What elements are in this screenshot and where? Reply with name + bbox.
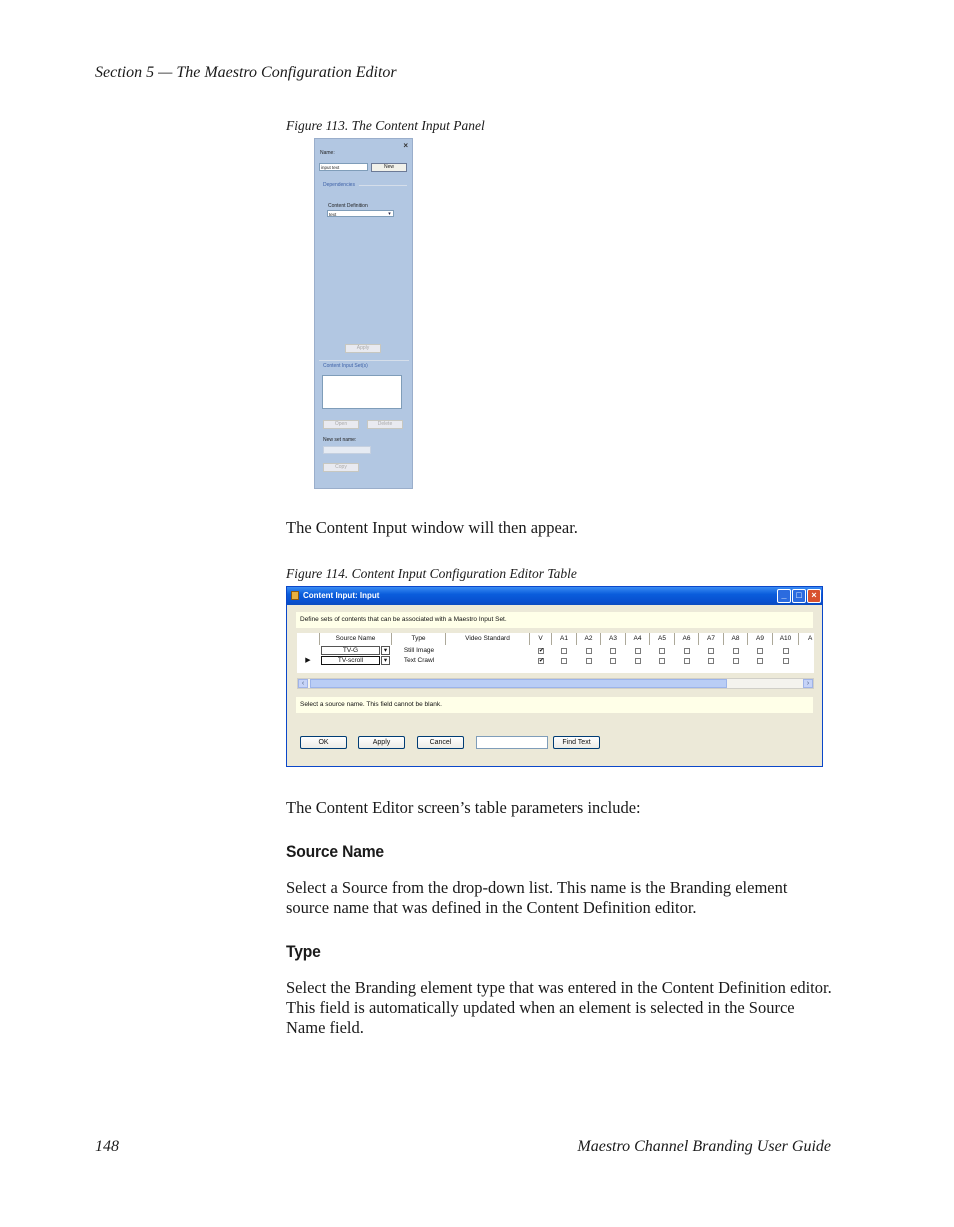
v-checkbox[interactable]: ✔ [539,648,545,654]
content-table [297,633,814,673]
section-heading-source-name: Source Name [286,842,384,861]
content-input-panel [314,138,413,489]
column-header-a5[interactable]: A5 [650,633,675,645]
current-row-arrow-icon: ▶ [305,657,311,664]
source-name-value: TV-G [342,647,359,654]
name-input[interactable]: input text [319,163,368,171]
column-header-a6[interactable]: A6 [675,633,699,645]
column-header-a2[interactable]: A2 [577,633,601,645]
source-name-description: Select a Source from the drop-down list. This name is the Branding element source name that was defined in the Content Definition editor. [286,878,788,917]
a8-checkbox[interactable] [733,658,739,664]
column-header-a1[interactable]: A1 [552,633,577,645]
column-header-a9[interactable]: A9 [748,633,773,645]
content-input-sets-list[interactable] [322,375,402,409]
figure-113-caption: Figure 113. The Content Input Panel [286,118,485,133]
content-definition-dropdown[interactable] [327,210,394,217]
source-name-combo[interactable] [321,646,380,655]
chevron-down-icon[interactable]: ▾ [388,211,391,217]
new-set-name-label: New set name: [323,437,357,443]
status-text: Select a source name. This field cannot be blank. [300,701,442,708]
book-title: Maestro Channel Branding User Guide [577,1138,831,1155]
chevron-down-icon[interactable]: ▾ [381,656,390,665]
a4-checkbox[interactable] [635,648,641,654]
a6-checkbox[interactable] [684,658,690,664]
a9-checkbox[interactable] [757,658,763,664]
apply-button[interactable]: Apply [358,736,405,749]
a2-checkbox[interactable] [586,648,592,654]
app-icon [291,591,299,600]
apply-divider [319,360,409,361]
column-header-video-standard[interactable]: Video Standard [446,633,530,645]
video-standard-cell[interactable] [446,656,530,666]
content-input-sets-label: Content Input Set(s) [323,363,368,369]
a1-checkbox[interactable] [561,658,567,664]
window-title: Content Input: Input [303,591,380,600]
status-bar [296,697,813,713]
page-number: 148 [95,1138,119,1155]
chevron-down-icon[interactable]: ▾ [381,646,390,655]
a3-checkbox[interactable] [610,648,616,654]
dependencies-divider [359,185,407,186]
paragraph: The Content Editor screen’s table parameters include: [286,798,641,817]
column-header-a10[interactable]: A10 [773,633,799,645]
a5-checkbox[interactable] [659,658,665,664]
figure-114-caption: Figure 114. Content Input Configuration Editor Table [286,566,577,581]
row-header-corner [297,633,320,645]
description-text: Define sets of contents that can be associated with a Maestro Input Set. [300,616,507,623]
minimize-icon[interactable]: _ [777,589,791,603]
maximize-icon[interactable]: □ [792,589,806,603]
video-standard-cell[interactable] [446,646,530,656]
cancel-button[interactable]: Cancel [417,736,464,749]
scrollbar-thumb[interactable] [310,679,727,688]
a10-checkbox[interactable] [783,648,789,654]
a3-checkbox[interactable] [610,658,616,664]
horizontal-scrollbar[interactable] [297,678,814,689]
column-header-a3[interactable]: A3 [601,633,626,645]
dependencies-label: Dependencies [323,182,355,188]
source-name-value: TV-scroll [337,657,364,664]
type-description: Select the Branding element type that was entered in the Content Definition editor. This field is automatically updated when an element is selected in the Source Name field. [286,978,832,1037]
column-header-v[interactable]: V [530,633,552,645]
a7-checkbox[interactable] [708,648,714,654]
paragraph: The Content Input window will then appear. [286,518,578,537]
a6-checkbox[interactable] [684,648,690,654]
column-header-a4[interactable]: A4 [626,633,650,645]
type-cell[interactable]: Still Image [403,647,435,654]
a4-checkbox[interactable] [635,658,641,664]
copy-button[interactable]: Copy [323,463,359,472]
ok-button[interactable]: OK [300,736,347,749]
close-icon[interactable]: × [807,589,821,603]
find-text-button[interactable]: Find Text [553,736,600,749]
apply-button[interactable]: Apply [345,344,381,353]
type-cell[interactable]: Text Crawl [403,657,435,664]
new-button[interactable]: New [371,163,407,172]
delete-button[interactable]: Delete [367,420,403,429]
content-definition-label: Content Definition [328,203,368,209]
a10-checkbox[interactable] [783,658,789,664]
a2-checkbox[interactable] [586,658,592,664]
title-bar[interactable] [287,587,822,605]
v-checkbox[interactable]: ✔ [539,658,545,664]
content-input-window [286,586,823,767]
a8-checkbox[interactable] [733,648,739,654]
column-header-source-name[interactable]: Source Name [320,633,392,645]
column-header-a8[interactable]: A8 [724,633,748,645]
column-header-a7[interactable]: A7 [699,633,724,645]
source-name-combo[interactable] [321,656,380,665]
scroll-left-icon[interactable]: ‹ [298,679,308,688]
scroll-right-icon[interactable]: › [803,679,813,688]
running-head: Section 5 — The Maestro Configuration Editor [95,64,397,81]
description-bar [296,612,813,628]
column-header-a-truncated[interactable]: A [799,633,814,645]
name-label: Name: [320,150,335,156]
section-heading-type: Type [286,942,321,961]
a9-checkbox[interactable] [757,648,763,654]
open-button[interactable]: Open [323,420,359,429]
content-definition-value: text [329,212,337,217]
new-set-name-input[interactable] [323,446,371,454]
a1-checkbox[interactable] [561,648,567,654]
column-header-type[interactable]: Type [392,633,446,645]
a5-checkbox[interactable] [659,648,665,654]
close-icon[interactable]: × [403,141,408,150]
a7-checkbox[interactable] [708,658,714,664]
find-text-input[interactable] [476,736,548,749]
